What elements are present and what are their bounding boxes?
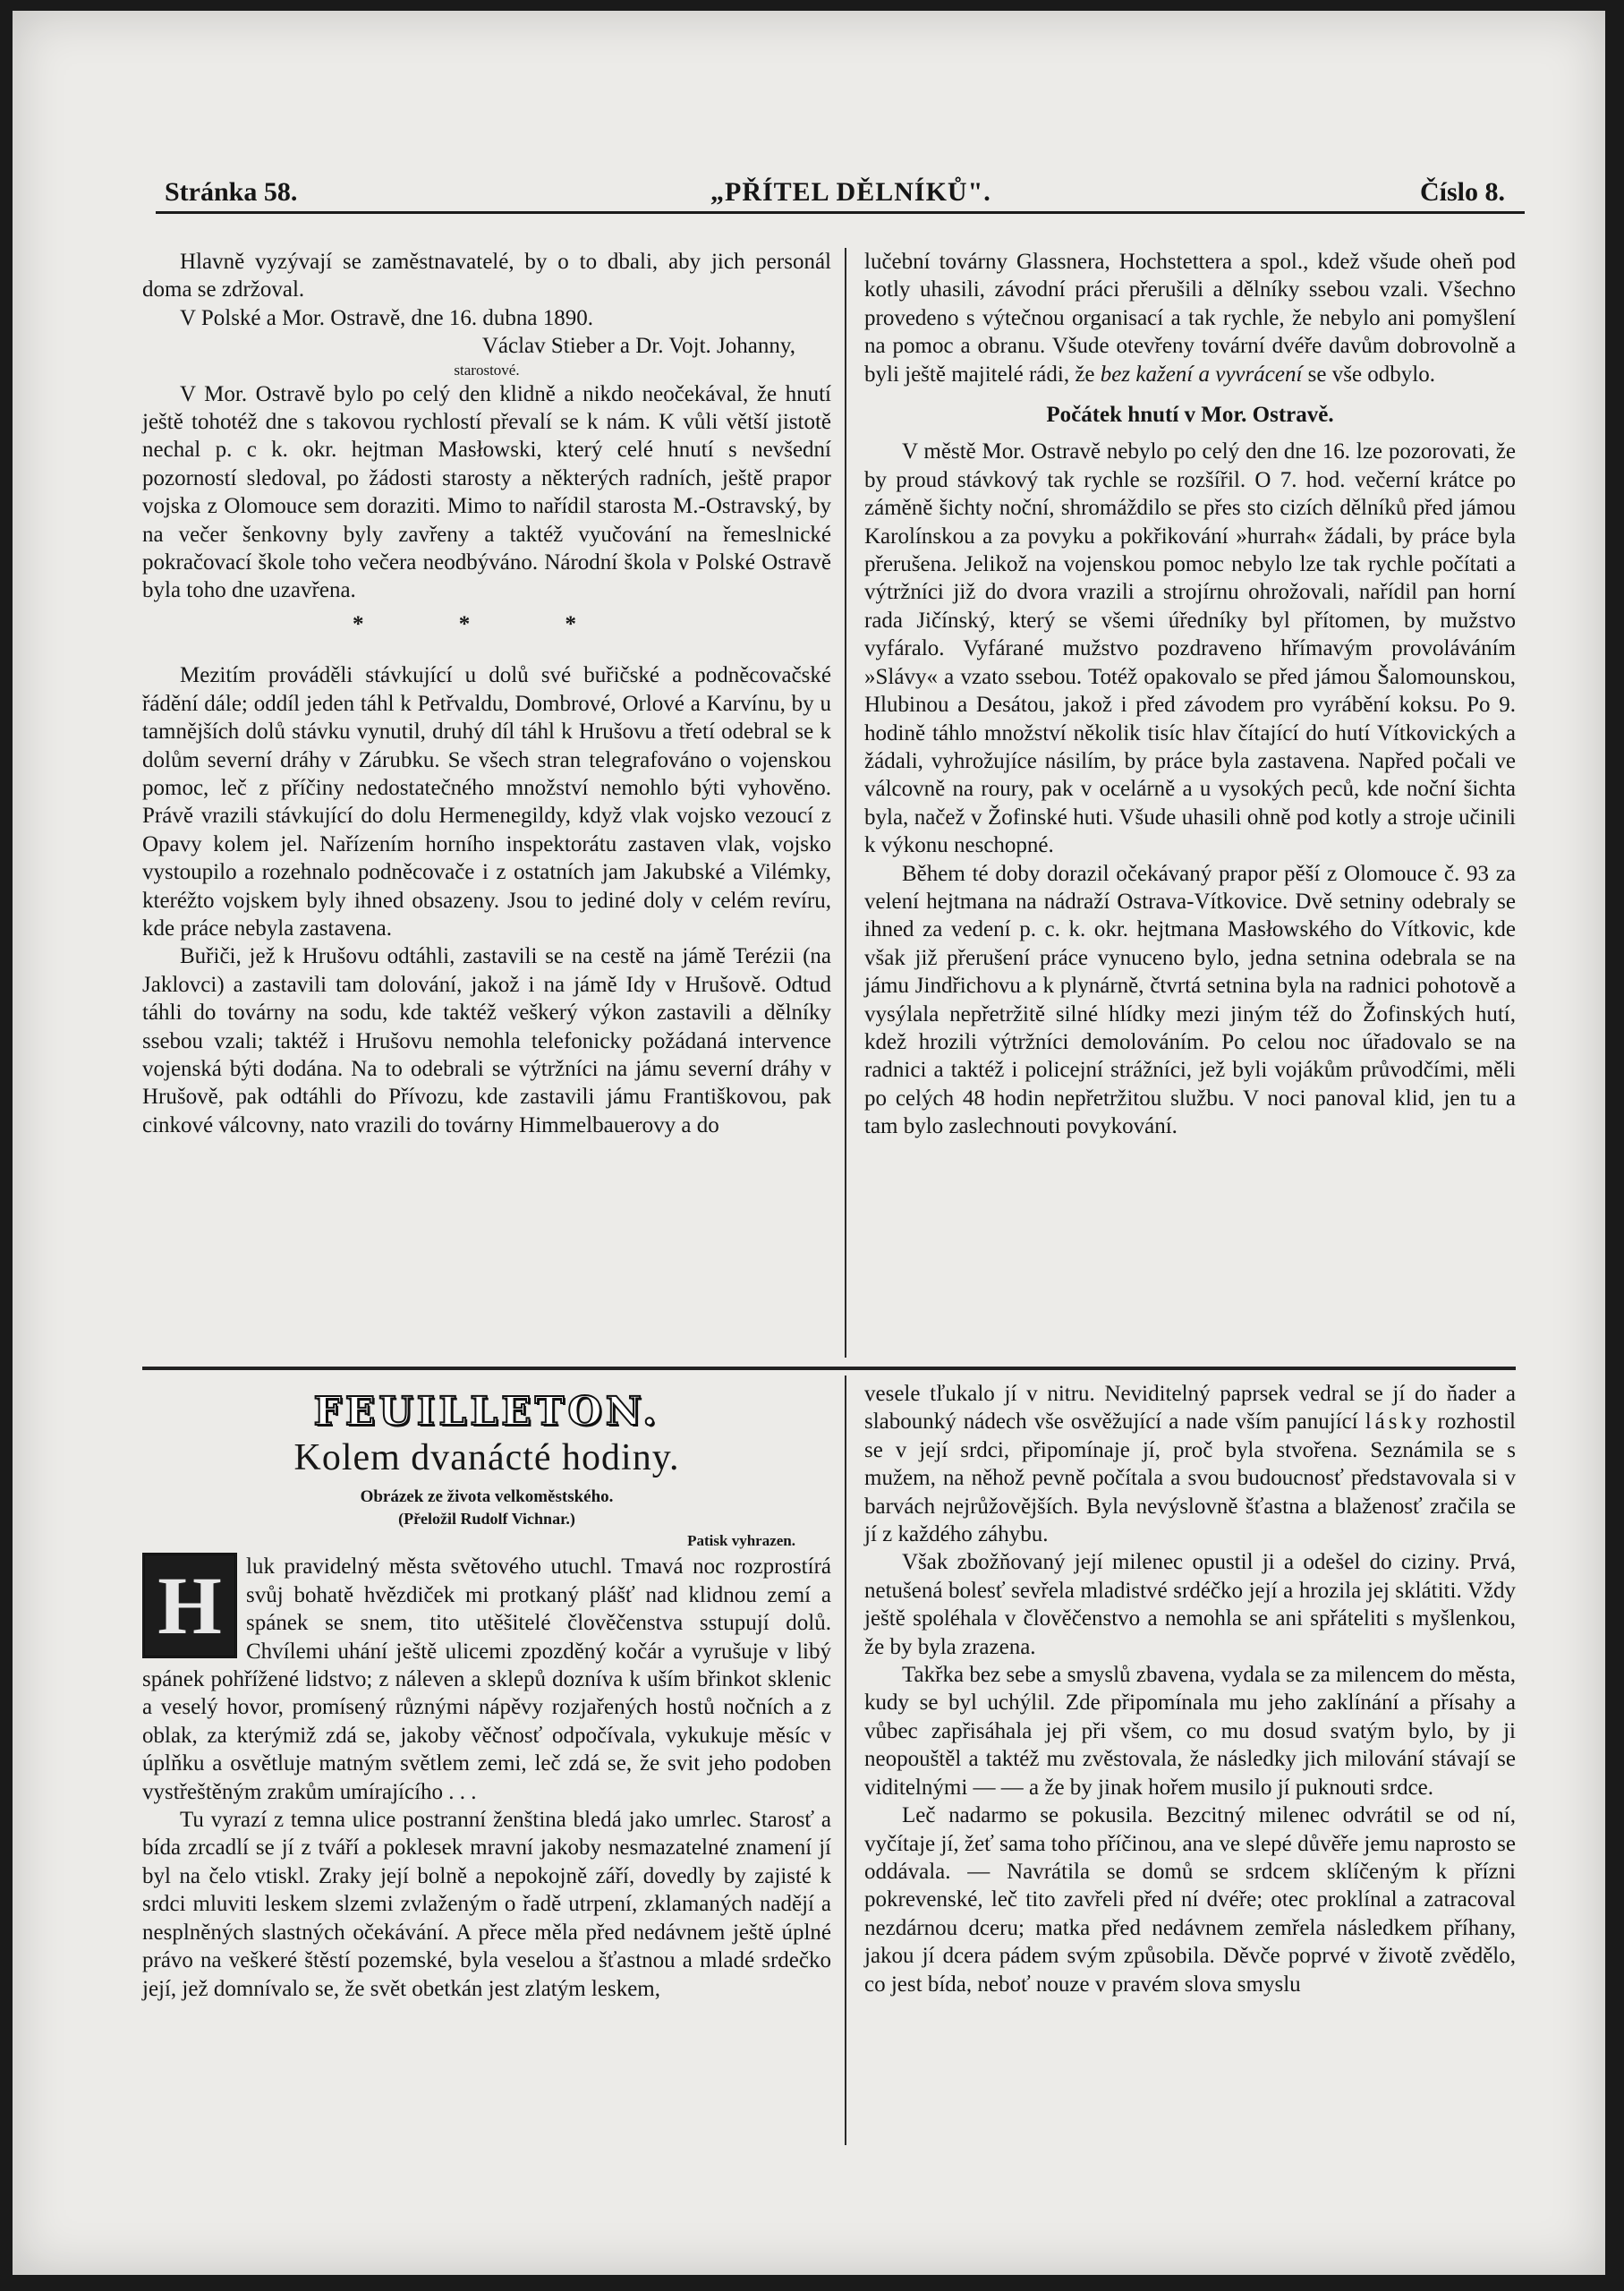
paragraph: Tu vyrazí z temna ulice postranní ženština bledá jako umrlec. Starosť a bída zrcadlí se jí z tváří a poklesek mravní jakoby nesmazatelné znamení jí byl na čelo vtiskl. Zraky její bolně a nepokojně září, dovedly by zajisté k srdci mluviti leskem slzemi zvlaženým o řadě utrpení, zklamaných nadějí a nesplněných slastných očekávání. A přece měla před nedávnem ještě úplné právo na veškeré štěstí pozemské, byla veselou a šťastnou a mladé srdečko její, jež domnívalo se, že svět obetkán jest zlatým leskem, — [142, 1808, 831, 2001]
newspaper-page — [13, 11, 1605, 2275]
masthead-title: „PŘÍTEL DĚLNÍKŮ". — [710, 177, 991, 207]
column-feuilleton-right — [864, 1380, 1516, 1998]
issue-number: Číslo 8. — [1419, 177, 1505, 207]
paragraph: V městě Mor. Ostravě nebylo po celý den dne 16. lze pozorovati, že by proud stávkový tak rychle se rozšířil. O 7. hod. večerní krátce po záměně šichty noční, shromáždilo se přes sto cizích dělníků před jámou Karolínskou a za povyku a pokřikování »hurrah« žádali, by práce byla přerušena. Jelikož na vojenskou pomoc nebylo lze tak rychle počítati a výtržníci již do dvora vrazili a strojírnu ohrožovali, nařídil pan horní rada Jičínský, který se všemi úředníky byl přítomen, by mužstvo vyfáralo. Vyfárané mužstvo pozdraveno hřímavým provoláváním »Slávy« a vzato ssebou. Totéž opakovalo se před jámou Šalomounskou, Hlubinou a Desátou, jakož i před závodem pro vyrábění koksu. Po 9. hodině táhlo množství několik tisíc hlav čítající do hutí Vítkovických a žádali, vyhrožujíce násilím, by práce byla zastavena. Napřed počali ve válcovně na roury, pak v ocelárně a u vysokých peců, kde noční šichta byla, načež v Žofinské huti. Všude uhasili ohně pod kotly a stroje učinili k výkonu neschopné. — [864, 439, 1516, 858]
paragraph: Hlavně vyzývají se zaměstnavatelé, by o to dbali, aby jich personál doma se zdržoval. — [142, 250, 831, 302]
column-feuilleton-left — [142, 1389, 831, 2003]
signatories-role: starostové. — [454, 361, 520, 379]
paragraph: Buřiči, jež k Hrušovu odtáhli, zastavili se na cestě na jámě Terézii (na Jaklovci) a zastavili tam dolování, jakož i na jámě Idy v Hrušově. Odtud táhli do továrny na sodu, kde taktéž veškerý výkon zastavili a dělníky ssebou vzali; taktéž i Hrušovu nemohla telefonicky požádaná intervence vojenská býti dodána. Na to odebrali se výtržníci na jámu severní dráhy v Hrušově, pak odtáhli do Přívozu, kde zastavili jámu Františkovou, pak cinkové válcovny, nato vrazili do továrny Himmelbauerovy a do — [142, 944, 831, 1137]
header-rule — [156, 211, 1525, 214]
section-heading: Počátek hnutí v Mor. Ostravě. — [1046, 403, 1334, 428]
story-subtitle: Obrázek ze života velkoměstského. — [360, 1487, 614, 1507]
feuilleton-label: FEUILLETON. — [313, 1389, 660, 1435]
paragraph: Však zbožňovaný její milenec opustil ji a odešel do ciziny. Prvá, netušená bolesť sevřela mladistvé srdéčko její a hrozila jej sklátiti. Vždy ještě spoléhala v člověčenstvo a nemohla se ani spřáteliti s myšlenkou, že by byla zrazena. — [864, 1550, 1516, 1659]
rights-notice: Patisk vyhrazen. — [687, 1532, 795, 1550]
paragraph: V Mor. Ostravě bylo po celý den klidně a nikdo neočekával, že hnutí ještě tohotéž dne s takovou rychlostí převalí se k nám. K vůli větší jistotě nechal p. c k. okr. hejtman Masłowski, který celé hnutí s nevšední pozorností sledoval, po žádosti starosty a některých radních, ještě prapor vojska z Olomouce sem doraziti. Mimo to nařídil starosta M.-Ostravský, by na večer šenkovny byly zavřeny a taktéž vyučování na řemeslnické pokračovací škole toho večera neodbýváno. Národní škola v Polské Ostravě byla toho dne uzavřena. — [142, 381, 831, 603]
page-number: Stránka 58. — [165, 177, 298, 207]
translator-credit: (Přeložil Rudolf Vichnar.) — [398, 1510, 575, 1529]
column-upper-right — [864, 248, 1516, 1141]
section-separator: * * * — [353, 611, 621, 636]
story-title: Kolem dvanácté hodiny. — [293, 1437, 680, 1479]
signatories: Václav Stieber a Dr. Vojt. Johanny, — [481, 334, 795, 359]
paragraph: H luk pravidelný města světového utuchl. Tmavá noc rozprostírá svůj bohatě hvězdiček mi protkaný plášť nad klidnou zemí a spánek se snem, tito utěšitelé člověčenstva sstupují dolů. Chvílemi uhání ještě ulicemi zpozděný kočár a vyrušuje v libý spánek pohřížené lidstvo; z náleven a sklepů dozníva k uším břinkot sklenic a veselý hovor, promísený různými nápěvy rozjařených hostů nočních a z oblak, za kterýmiž zdá se, jakoby věčnosť odpočívala, vykukuje měsíc v úplňku a osvětluje matným světlem zemi, leč zdá se, že svit jeho podoben vystřeštěným zrakům umírajícího . . . — [142, 1554, 831, 1804]
paragraph: Během té doby dorazil očekávaný prapor pěší z Olomouce č. 93 za velení hejtmana na nádraží Ostrava-Vítkovice. Dvě setniny odebraly se ihned za vedení p. c. k. okr. hejtmana Masłowského do Vítkovic, kde však již přerušení práce vynuceno bylo, jedna setnina odebrala se na jámu Jindřichovu a k plynárně, čtvrtá setnina byla na radnici pohotově a vysýlala nepřetržitě silné hlídky mezi jiným též do Žofinských hutí, kdež hrozili výtržníci demolováním. Po celou noc úřadovalo se na radnici a taktéž i policejní strážníci, jež byli vojákům průvodčími, měli po celých 48 hodin nepřetržitou službu. V noci panoval klid, jen tu a tam bylo zaslechnouti povykování. — [864, 861, 1516, 1139]
drop-cap: H — [142, 1553, 237, 1658]
paragraph: Takřka bez sebe a smyslů zbavena, vydala se za milencem do města, kudy se byl uchýlil. Zde připomínala mu jeho zaklínání a přísahy a vůbec zapřisáhala jej při všem, co mu dosud svatým bylo, by ji neopouštěl a taktéž mu zvěstovala, že následky jich milování stávají se viditelnými — — a že by jinak hořem musilo jí puknouti srdce. — [864, 1663, 1516, 1800]
paragraph: Leč nadarmo se pokusila. Bezcitný milenec odvrátil se od ní, vyčítaje jí, žeť sama toho příčinou, ana ve slepé důvěře jemu naprosto se oddávala. — Navrátila se domů se srdcem sklíčeným k přízni pokrevenské, leč tito zavřeli před ní dvéře; otec proklínal a zatracoval nezdárnou dceru; matka před nedávnem zemřela následkem příhany, jakou jí dcera pádem svým způsobila. Děvče poprvé v životě zvědělo, co jest bída, neboť nouze v pravém slova smyslu — [864, 1803, 1516, 1997]
column-divider — [845, 248, 846, 1358]
paragraph: lučební továrny Glassnera, Hochstettera a spol., kdež všude oheň pod kotly uhasili, závodní práci přerušili a dělníky ssebou vzali. Všechno provedeno s výtečnou organisací a tak rychle, že nebylo ani pomyšlení na pomoc a obranu. Všude otevřeny tovární dvéře davům dobrovolně a byli ještě majitelé rádi, že bez kažení a vyvrácení se vše odbylo. — [864, 250, 1516, 387]
column-divider — [845, 1375, 846, 2145]
column-upper-left — [142, 248, 831, 1139]
paragraph: vesele tľukalo jí v nitru. Neviditelný paprsek vedral se jí do ňader a slabounký nádech vše osvěžující a nade vším panující lásky rozhostil se v její srdci, připomínaje jí, proč byla stvořena. Seznámila se s mužem, na něhož pevně počítala a svou budoucnosť představovala si v barvách nejrůžovějších. Byla nevýslovně šťastna a blaženosť zračila se jí z každého záhybu. — [864, 1382, 1517, 1547]
place-date: V Polské a Mor. Ostravě, dne 16. dubna 1890. — [180, 305, 593, 330]
page-header — [156, 174, 1525, 213]
section-rule — [142, 1367, 1516, 1370]
paragraph: Mezitím prováděli stávkující u dolů své buřičské a podněcovačské řádění dále; oddíl jeden táhl k Petřvaldu, Dombrové, Orlové a Karvínu, by u tamnějších dolů stávku vynutil, druhý díl táhl k Hrušovu a třetí odebral se k dolům severní dráhy v Zárubku. Se všech stran telegrafováno o vojenskou pomoc, leč z příčiny nedostatečného množství nemohlo býti vyhověno. Právě vrazili stávkující do dolu Hermenegildy, když vlak vojsko vezoucí z Opavy kolem jel. Nařízením horního inspektorátu zastaven vlak, vojsko vystoupilo a rozehnalo podněcovače i z ostatních jam Jakubské a Vilémky, kteréžto vojskem byly ihned obsazeny. Jsou to jediné doly v celém revíru, kde práce nebyla zastavena. — [142, 663, 831, 941]
